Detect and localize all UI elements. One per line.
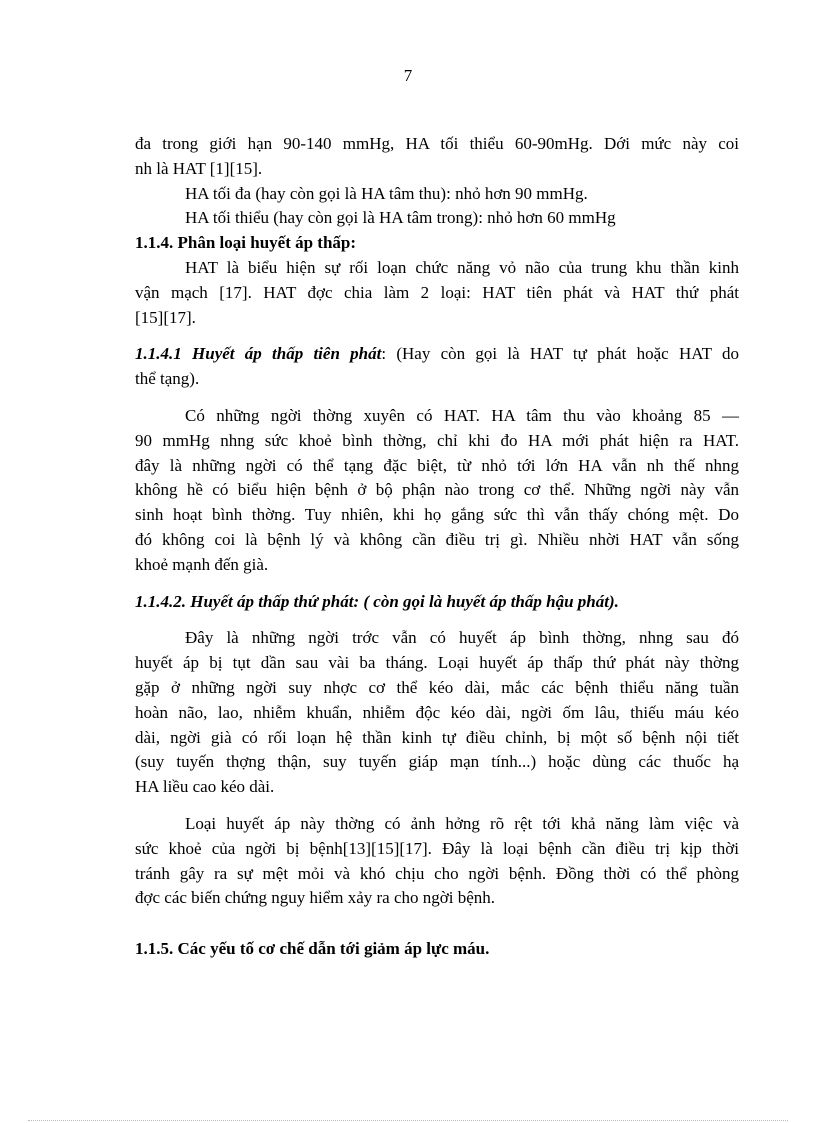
paragraph-line: 90 mmHg nhng sức khoẻ bình thờng, chỉ khi đo HA mới phát hiện ra HAT.	[135, 430, 739, 450]
paragraph-line: khoẻ mạnh đến già.	[135, 554, 269, 574]
paragraph-line: đa trong giới hạn 90-140 mmHg, HA tối thiểu 60-90mHg. Dới mức này coi	[135, 134, 739, 153]
document-body	[135, 132, 739, 962]
paragraph-line: Loại huyết áp này thờng có ảnh hởng rõ rệt tới khả năng làm việc và	[185, 813, 739, 833]
subsection-heading-1-1-4-2: 1.1.4.2. Huyết áp thấp thứ phát: ( còn gọi là huyết áp thấp hậu phát).	[135, 591, 619, 611]
subsection-title-1-1-4-1: 1.1.4.1 Huyết áp thấp tiên phát	[135, 344, 382, 364]
subsection-title-rest: : (Hay còn gọi là HAT tự phát hoặc HAT do	[381, 344, 739, 364]
paragraph-line: tránh gây ra sự mệt mỏi và khó chịu cho ngời bệnh. Đồng thời có thể phòng	[135, 863, 739, 883]
definition-min-bp: HA tối thiểu (hay còn gọi là HA tâm trong): nhỏ hơn 60 mmHg	[185, 208, 616, 228]
paragraph-line: đợc các biến chứng nguy hiểm xảy ra cho ngời bệnh.	[135, 888, 495, 908]
paragraph-line: sức khoẻ của ngời bị bệnh[13][15][17]. Đây là loại bệnh cần điều trị kịp thời	[135, 838, 739, 858]
paragraph-line: Đây là những ngời trớc vẫn có huyết áp bình thờng, nhng sau đó	[185, 628, 739, 648]
paragraph-line: [15][17].	[135, 307, 196, 327]
paragraph-line: nh là HAT [1][15].	[135, 158, 263, 178]
paragraph-line: sinh hoạt bình thờng. Tuy nhiên, khi họ gắng sức thì vẫn thấy chóng mệt. Do	[135, 505, 739, 525]
paragraph-line: gặp ở những ngời suy nhợc cơ thể kéo dài, mắc các bệnh thiểu năng tuần	[135, 677, 739, 697]
page-number: 7	[403, 66, 413, 85]
definition-max-bp: HA tối đa (hay còn gọi là HA tâm thu): nhỏ hơn 90 mmHg.	[185, 183, 588, 203]
paragraph-line: Có những ngời thờng xuyên có HAT. HA tâm thu vào khoảng 85 —	[185, 405, 739, 425]
paragraph-line: huyết áp bị tụt dần sau vài ba tháng. Loại huyết áp thấp thứ phát này thờng	[135, 653, 739, 673]
paragraph-line: đó không coi là bệnh lý và không cần điều trị gì. Nhiều nhời HAT vẫn sống	[135, 529, 739, 549]
paragraph-line: đây là những ngời có thể tạng đặc biệt, từ nhỏ tới lớn HA vẫn nh thế nhng	[135, 455, 739, 475]
paragraph-line: vận mạch [17]. HAT đợc chia làm 2 loại: HAT tiên phát và HAT thứ phát	[135, 282, 739, 302]
section-heading-1-1-5: 1.1.5. Các yếu tố cơ chế dẫn tới giảm áp lực máu.	[135, 939, 490, 959]
section-heading-1-1-4: 1.1.4. Phân loại huyết áp thấp:	[135, 233, 357, 253]
paragraph-line: không hề có biểu hiện bệnh ở bộ phận nào trong cơ thể. Những ngời này vẫn	[135, 480, 739, 500]
paragraph-line: HAT là biểu hiện sự rối loạn chức năng vỏ não của trung khu thần kinh	[185, 257, 739, 277]
subsection-1-1-4-1-line	[135, 342, 739, 367]
paragraph-line: (suy tuyến thợng thận, suy tuyến giáp mạn tính...) hoặc dùng các thuốc hạ	[135, 752, 739, 772]
paragraph-line: hoàn não, lao, nhiễm khuẩn, nhiễm độc kéo dài, ngời ốm lâu, thiếu máu kéo	[135, 702, 739, 722]
paragraph-line: thể tạng).	[135, 369, 200, 389]
page-bottom-divider	[28, 1120, 788, 1121]
paragraph-line: HA liều cao kéo dài.	[135, 777, 275, 797]
paragraph-line: dài, ngời già có rối loạn hệ thần kinh tự điều chỉnh, bị một số bệnh nội tiết	[135, 727, 739, 747]
